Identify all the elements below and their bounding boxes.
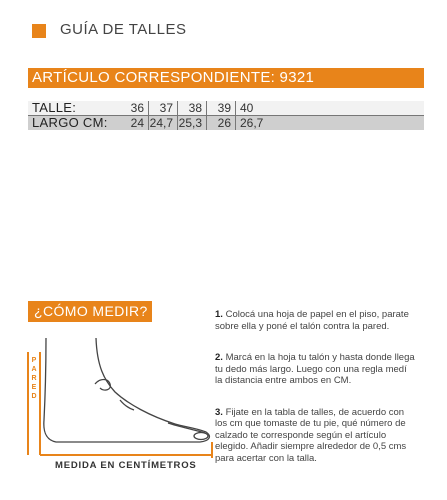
length-cell: 26,7	[236, 116, 273, 131]
measure-bracket	[40, 442, 212, 458]
size-cell: 36	[120, 101, 149, 116]
wall-letter: A	[31, 366, 37, 373]
how-to-measure-banner: ¿CÓMO MEDIR?	[28, 301, 152, 322]
row-label-size: TALLE:	[28, 101, 120, 116]
row-label-length: LARGO CM:	[28, 116, 120, 131]
size-cell: 38	[178, 101, 207, 116]
step-text: Marcá en la hoja tu talón y hasta donde llega tu dedo más largo. Luego con una regla medí la distancia entre ambos en CM.	[215, 352, 415, 386]
step-number: 2.	[215, 352, 223, 363]
step-text: Colocá una hoja de papel en el piso, parate sobre ella y poné el talón contra la pared.	[215, 309, 409, 332]
length-cell: 24,7	[149, 116, 178, 131]
size-cell: 37	[149, 101, 178, 116]
step-text: Fijate en la tabla de talles, de acuerdo con los cm que tomaste de tu pie, qué número de calzado te corresponde según el artículo elegido. Añadir siempre alrededor de 0,5 cms para acertar con la talla.	[215, 406, 407, 464]
length-cell: 26	[207, 116, 236, 131]
measure-label: MEDIDA EN CENTÍMETROS	[55, 460, 197, 471]
wall-label	[29, 356, 39, 401]
wall-letter: D	[31, 393, 37, 400]
length-cell: 24	[120, 116, 149, 131]
length-cell: 25,3	[178, 116, 207, 131]
wall-letter: P	[31, 357, 37, 364]
wall-letter: R	[31, 375, 37, 382]
foot-outline	[44, 338, 210, 442]
step-number: 3.	[215, 406, 223, 418]
size-cell: 40	[236, 101, 273, 116]
size-cell: 39	[207, 101, 236, 116]
article-banner: ARTÍCULO CORRESPONDIENTE: 9321	[28, 68, 424, 88]
step-number: 1.	[215, 309, 223, 320]
wall-letter: E	[31, 384, 37, 391]
page-title: GUÍA DE TALLES	[60, 21, 187, 38]
